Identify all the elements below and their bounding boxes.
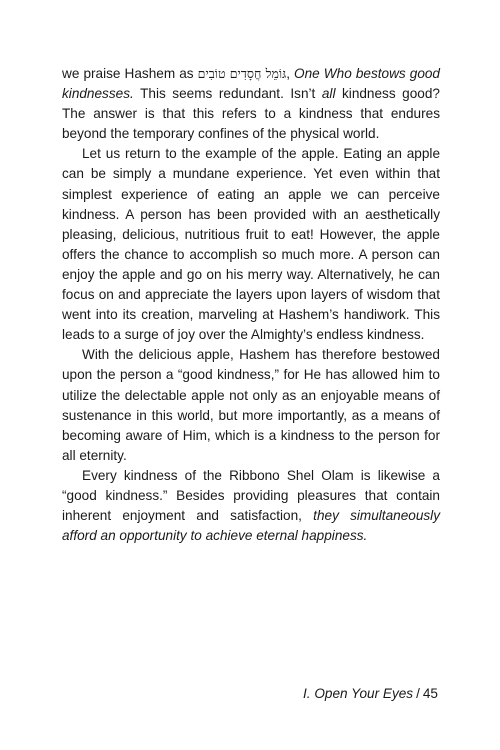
paragraph-4 xyxy=(62,466,440,546)
p1-text-b: , xyxy=(286,66,295,81)
p4-text-a: Every kindness of the Ribbono Shel Olam is likewise a “good kindness.” Besides providing pleasures that contain inherent enjoyment and satisfaction, xyxy=(62,467,440,524)
hebrew-phrase: גּוֹמֵל חֲסָדִים טוֹבִים xyxy=(197,66,287,81)
footer-section-title: I. Open Your Eyes xyxy=(303,686,414,701)
p1-text-d: This seems redundant. Isn’t xyxy=(133,86,322,102)
paragraph-3: With the delicious apple, Hashem has therefore bestowed upon the person a “good kindness,” for He has allowed him to utilize the delectable apple not only as an enjoyable means of sustenance in this world, but more importantly, as a means of becoming aware of Him, which is a kindness to the person for all eternity. xyxy=(62,347,440,463)
page-body xyxy=(62,64,440,546)
footer-separator: / xyxy=(416,686,420,701)
p1-italic-translation: One Who bestows good kindnesses. xyxy=(62,66,440,102)
p1-italic-all: all xyxy=(321,86,336,102)
p1-text-a: we praise Hashem as xyxy=(62,66,198,81)
page-footer xyxy=(303,685,438,703)
p4-italic-conclusion: they simultaneously afford an opportunity to achieve eternal happiness. xyxy=(62,508,440,544)
page-number: 45 xyxy=(422,686,438,701)
paragraph-2: Let us return to the example of the apple. Eating an apple can be simply a mundane experience. Yet even within that simplest experience of eating an apple we can perceive kindness. A person has been provided with an aesthetically pleasing, delicious, nutritious fruit to eat! However, the apple offers the chance to accomplish so much more. A person can enjoy the apple and go on his merry way. Alternatively, he can focus on and appreciate the layers upon layers of wisdom that went into its creation, marveling at Hashem’s handiwork. This leads to a surge of joy over the Almighty’s endless kindness. xyxy=(62,146,440,343)
p1-text-f: kindness good? The answer is that this refers to a kindness that endures beyond the temporary confines of the physical world. xyxy=(62,86,440,142)
paragraph-1 xyxy=(62,64,440,144)
